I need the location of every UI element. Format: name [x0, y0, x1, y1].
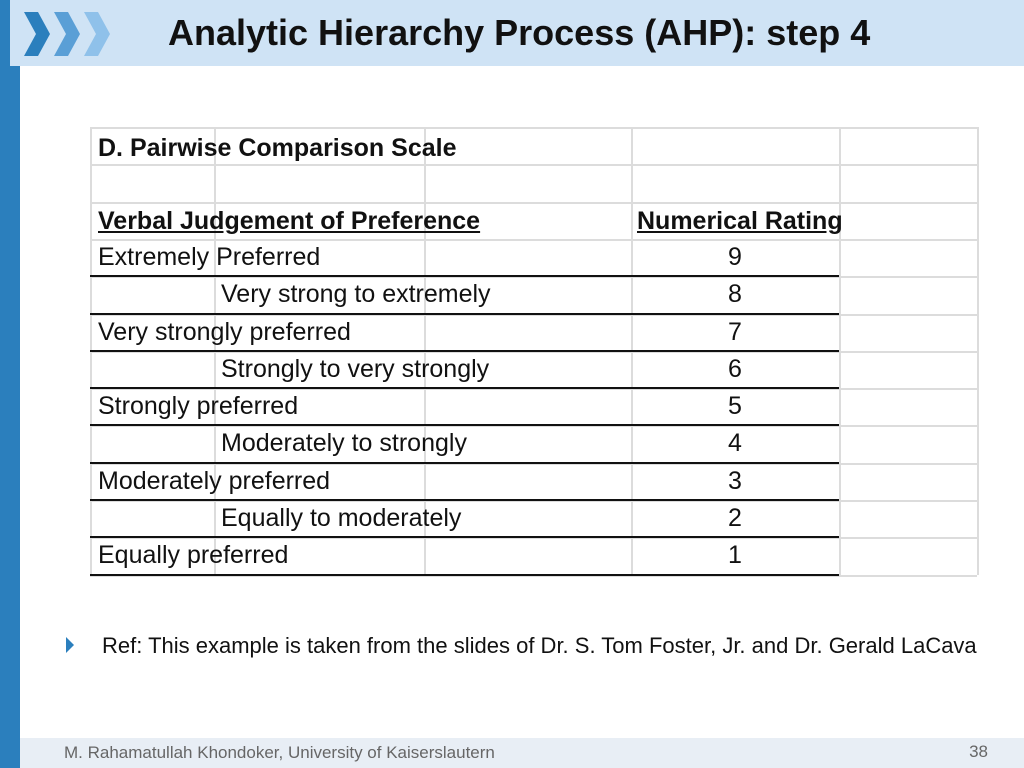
scale-row-rating: 8: [728, 280, 742, 309]
left-accent-bar: [0, 0, 20, 768]
scale-row-rating: 2: [728, 504, 742, 532]
header-chevrons: [24, 10, 124, 58]
scale-row-rating: 4: [728, 429, 742, 458]
verbal-column-header: Verbal Judgement of Preference: [98, 207, 481, 235]
bullet-arrow-icon: [66, 637, 74, 653]
scale-row-label: Extremely Preferred: [98, 242, 321, 271]
scale-row-rating: 9: [728, 242, 742, 271]
grid-line-vertical: [839, 127, 841, 575]
chevron-right-icon: [84, 12, 110, 56]
row-underline: [90, 574, 839, 576]
footer-author: M. Rahamatullah Khondoker, University of Kaiserslautern: [64, 743, 495, 762]
scale-row-rating: 7: [728, 317, 742, 346]
scale-row-label: Strongly preferred: [98, 392, 299, 421]
chevron-right-icon: [24, 12, 50, 56]
row-underline: [90, 499, 839, 501]
scale-row-rating: 3: [728, 466, 742, 495]
scale-row-label: Strongly to very strongly: [221, 354, 490, 383]
reference-note: Ref: This example is taken from the slides of Dr. S. Tom Foster, Jr. and Dr. Gerald LaCava: [102, 633, 977, 658]
scale-row-label: Moderately to strongly: [221, 429, 467, 458]
scale-row-label: Equally to moderately: [221, 504, 462, 532]
page-number: 38: [969, 742, 988, 761]
scale-row-label: Very strongly preferred: [98, 317, 351, 346]
scale-row-label: Very strong to extremely: [221, 280, 491, 309]
chevron-right-icon: [54, 12, 80, 56]
scale-row-label: Moderately preferred: [98, 466, 331, 495]
grid-line-horizontal: [90, 127, 977, 129]
table-title: D. Pairwise Comparison Scale: [98, 134, 457, 162]
numerical-column-header: Numerical Rating: [637, 207, 843, 235]
scale-row-rating: 1: [728, 541, 742, 570]
grid-line-vertical: [977, 127, 979, 575]
slide-footer: [20, 738, 1024, 768]
scale-row-rating: 6: [728, 354, 742, 383]
slide-title: Analytic Hierarchy Process (AHP): step 4: [168, 12, 871, 53]
scale-row-rating: 5: [728, 392, 742, 421]
scale-row-label: Equally preferred: [98, 541, 289, 570]
